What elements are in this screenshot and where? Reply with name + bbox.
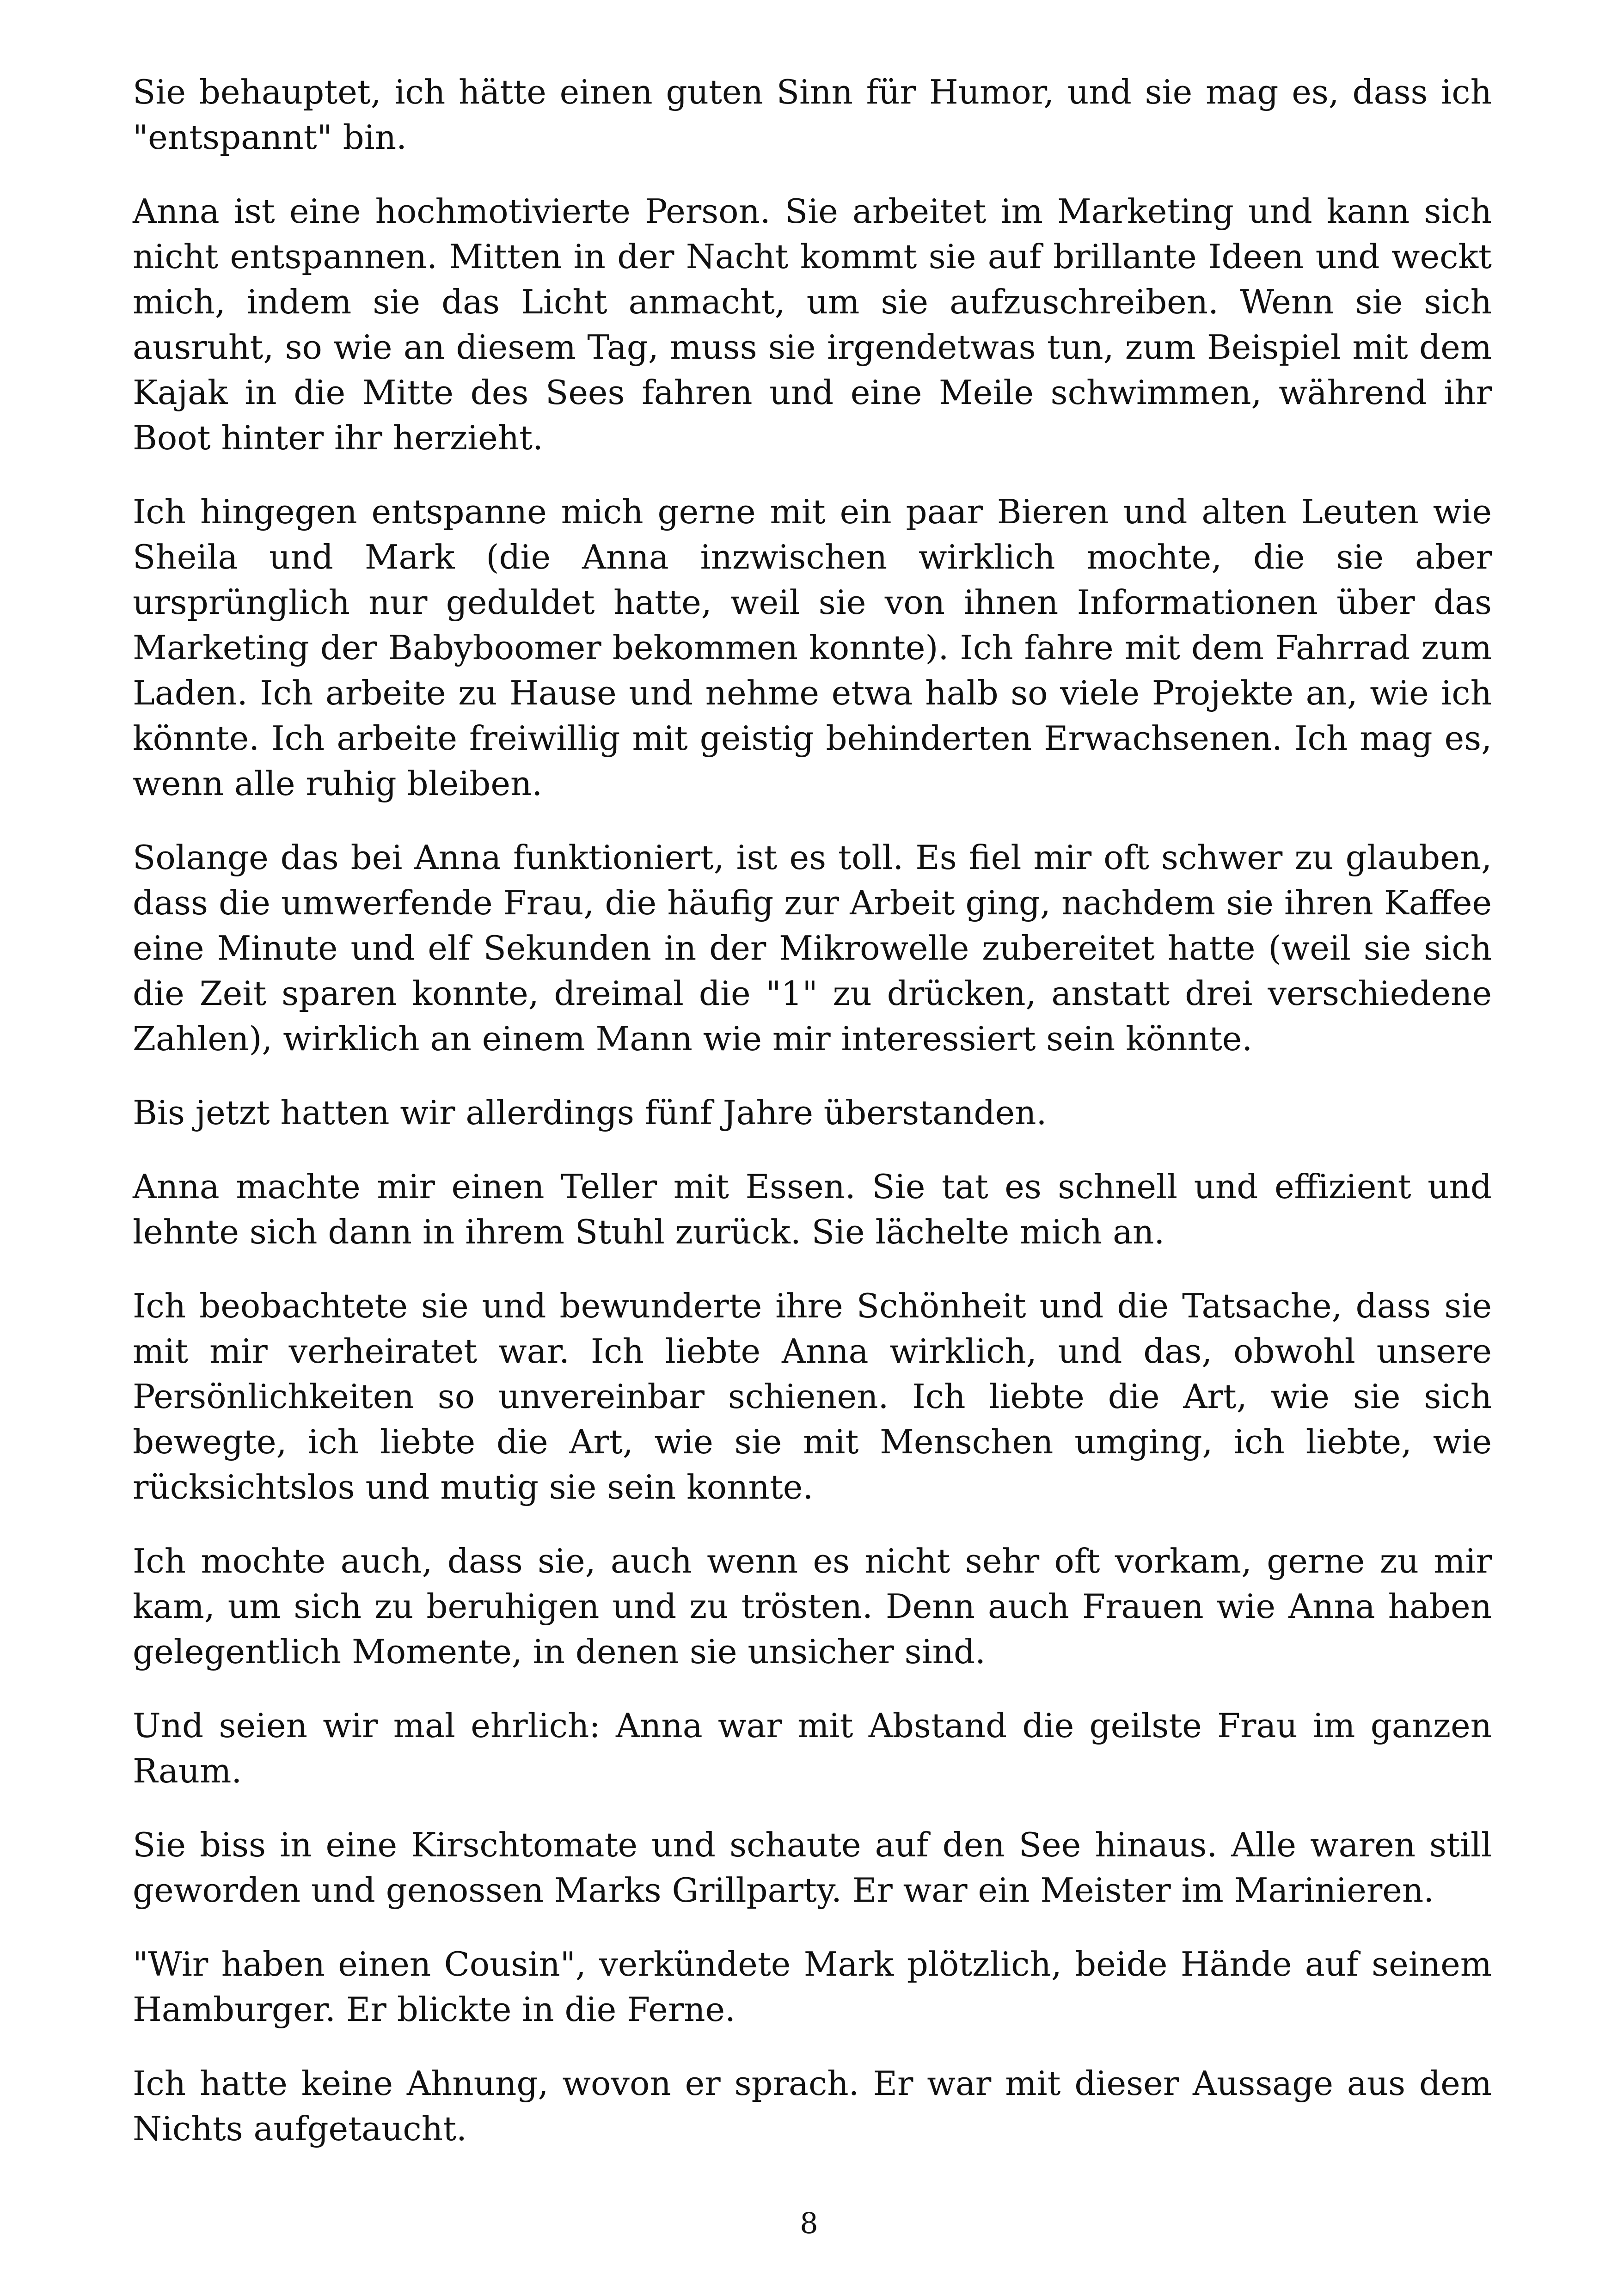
paragraph-12: Ich hatte keine Ahnung, wovon er sprach. Er war mit dieser Aussage aus dem Nichts aufgetaucht. [133, 2064, 1492, 2148]
body-text [133, 69, 1492, 2180]
paragraph-6: Anna machte mir einen Teller mit Essen. Sie tat es schnell und effizient und lehnte sich dann in ihrem Stuhl zurück. Sie lächelte mich an. [133, 1167, 1492, 1251]
paragraph-10: Sie biss in eine Kirschtomate und schaute auf den See hinaus. Alle waren still geworden und genossen Marks Grillparty. Er war ein Meister im Marinieren. [133, 1825, 1492, 1910]
paragraph-7: Ich beobachtete sie und bewunderte ihre Schönheit und die Tatsache, dass sie mit mir verheiratet war. Ich liebte Anna wirklich, und das, obwohl unsere Persönlichkeiten so unvereinbar schienen. Ich liebte die Art, wie sie sich bewegte, ich liebte die Art, wie sie mit Menschen umging, ich liebte, wie rücksichtslos und mutig sie sein konnte. [133, 1286, 1492, 1506]
paragraph-4: Solange das bei Anna funktioniert, ist es toll. Es fiel mir oft schwer zu glauben, dass die umwerfende Frau, die häufig zur Arbeit ging, nachdem sie ihren Kaffee eine Minute und elf Sekunden in der Mikrowelle zubereitet hatte (weil sie sich die Zeit sparen konnte, dreimal die "1" zu drücken, anstatt drei verschiedene Zahlen), wirklich an einem Mann wie mir interessiert sein könnte. [133, 838, 1492, 1058]
paragraph-5: Bis jetzt hatten wir allerdings fünf Jahre überstanden. [133, 1093, 1047, 1132]
paragraph-2: Anna ist eine hochmotivierte Person. Sie arbeitet im Marketing und kann sich nicht entspannen. Mitten in der Nacht kommt sie auf brillante Ideen und weckt mich, indem sie das Licht anmacht, um sie aufzuschreiben. Wenn sie sich ausruht, so wie an diesem Tag, muss sie irgendetwas tun, zum Beispiel mit dem Kajak in die Mitte des Sees fahren und eine Meile schwimmen, während ihr Boot hinter ihr herzieht. [133, 192, 1492, 457]
paragraph-8: Ich mochte auch, dass sie, auch wenn es nicht sehr oft vorkam, gerne zu mir kam, um sich zu beruhigen und zu trösten. Denn auch Frauen wie Anna haben gelegentlich Momente, in denen sie unsicher sind. [133, 1542, 1492, 1671]
paragraph-11: "Wir haben einen Cousin", verkündete Mark plötzlich, beide Hände auf seinem Hamburger. Er blickte in die Ferne. [133, 1945, 1492, 2029]
paragraph-3: Ich hingegen entspanne mich gerne mit ein paar Bieren und alten Leuten wie Sheila und Mark (die Anna inzwischen wirklich mochte, die sie aber ursprünglich nur geduldet hatte, weil sie von ihnen Informationen über das Marketing der Babyboomer bekommen konnte). Ich fahre mit dem Fahrrad zum Laden. Ich arbeite zu Hause und nehme etwa halb so viele Projekte an, wie ich könnte. Ich arbeite freiwillig mit geistig behinderten Erwachsenen. Ich mag es, wenn alle ruhig bleiben. [133, 492, 1492, 803]
paragraph-9: Und seien wir mal ehrlich: Anna war mit Abstand die geilste Frau im ganzen Raum. [133, 1706, 1492, 1790]
page-number: 8 [800, 2206, 818, 2240]
paragraph-1: Sie behauptet, ich hätte einen guten Sinn für Humor, und sie mag es, dass ich "entspannt" bin. [133, 73, 1492, 157]
